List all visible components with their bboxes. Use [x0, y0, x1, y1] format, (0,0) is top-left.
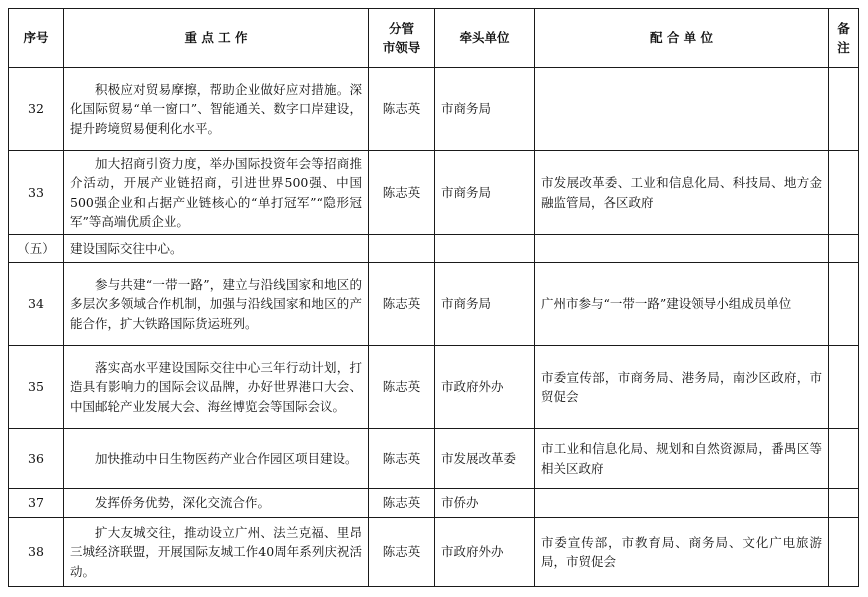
coop-units-cell: 市委宣传部，市商务局、港务局，南沙区政府，市贸促会	[535, 346, 829, 429]
leader-cell: 陈志英	[369, 429, 435, 489]
empty-cell	[369, 235, 435, 263]
work-item: 积极应对贸易摩擦，帮助企业做好应对措施。深化国际贸易“单一窗口”、智能通关、数字口岸建设，提升跨境贸易便利化水平。	[64, 68, 369, 151]
empty-cell	[435, 235, 535, 263]
work-item: 加大招商引资力度，举办国际投资年会等招商推介活动，开展产业链招商，引进世界500强、中国500强企业和占据产业链核心的“单打冠军”“隐形冠军”等高端优质企业。	[64, 151, 369, 235]
note-cell	[829, 151, 859, 235]
table-row	[9, 429, 859, 489]
section-row	[9, 235, 859, 263]
header-row	[9, 9, 859, 68]
leader-cell: 陈志英	[369, 518, 435, 587]
section-number: （五）	[9, 235, 64, 263]
note-cell	[829, 429, 859, 489]
note-cell	[829, 489, 859, 518]
lead-unit-cell: 市商务局	[435, 68, 535, 151]
empty-cell	[829, 235, 859, 263]
leader-cell: 陈志英	[369, 151, 435, 235]
lead-unit-cell: 市侨办	[435, 489, 535, 518]
col-header-leader-line1: 分管	[388, 20, 414, 36]
table-row	[9, 489, 859, 518]
leader-cell: 陈志英	[369, 68, 435, 151]
lead-unit-cell: 市政府外办	[435, 346, 535, 429]
work-item: 落实高水平建设国际交往中心三年行动计划，打造具有影响力的国际会议品牌，办好世界港口大会、中国邮轮产业发展大会、海丝博览会等国际会议。	[64, 346, 369, 429]
empty-cell	[535, 235, 829, 263]
work-item: 参与共建“一带一路”，建立与沿线国家和地区的多层次多领域合作机制，加强与沿线国家和地区的产能合作，扩大铁路国际货运班列。	[64, 263, 369, 346]
work-item: 扩大友城交往，推动设立广州、法兰克福、里昂三城经济联盟，开展国际友城工作40周年系列庆祝活动。	[64, 518, 369, 587]
lead-unit-cell: 市商务局	[435, 151, 535, 235]
row-number: 32	[9, 68, 64, 151]
table-row	[9, 151, 859, 235]
leader-cell: 陈志英	[369, 263, 435, 346]
coop-units-cell	[535, 489, 829, 518]
col-header-work: 重 点 工 作	[64, 9, 369, 68]
coop-units-cell: 市工业和信息化局、规划和自然资源局，番禺区等相关区政府	[535, 429, 829, 489]
table-row	[9, 518, 859, 587]
row-number: 37	[9, 489, 64, 518]
row-number: 36	[9, 429, 64, 489]
coop-units-cell: 广州市参与“一带一路”建设领导小组成员单位	[535, 263, 829, 346]
col-header-leader	[369, 9, 435, 68]
row-number: 35	[9, 346, 64, 429]
leader-cell: 陈志英	[369, 346, 435, 429]
col-header-coop-units: 配 合 单 位	[535, 9, 829, 68]
work-plan-table	[8, 8, 859, 587]
col-header-leader-line2: 市领导	[382, 40, 421, 55]
coop-units-cell	[535, 68, 829, 151]
table-row	[9, 68, 859, 151]
leader-cell: 陈志英	[369, 489, 435, 518]
coop-units-cell: 市发展改革委、工业和信息化局、科技局、地方金融监管局，各区政府	[535, 151, 829, 235]
row-number: 34	[9, 263, 64, 346]
note-cell	[829, 346, 859, 429]
lead-unit-cell: 市政府外办	[435, 518, 535, 587]
row-number: 38	[9, 518, 64, 587]
row-number: 33	[9, 151, 64, 235]
coop-units-cell: 市委宣传部，市教育局、商务局、文化广电旅游局，市贸促会	[535, 518, 829, 587]
work-item: 加快推动中日生物医药产业合作园区项目建设。	[64, 429, 369, 489]
table-row	[9, 263, 859, 346]
col-header-note: 备注	[829, 9, 859, 68]
table-row	[9, 346, 859, 429]
col-header-no: 序号	[9, 9, 64, 68]
note-cell	[829, 263, 859, 346]
section-title: 建设国际交往中心。	[64, 235, 369, 263]
col-header-lead-unit: 牵头单位	[435, 9, 535, 68]
lead-unit-cell: 市发展改革委	[435, 429, 535, 489]
note-cell	[829, 518, 859, 587]
lead-unit-cell: 市商务局	[435, 263, 535, 346]
note-cell	[829, 68, 859, 151]
work-item: 发挥侨务优势，深化交流合作。	[64, 489, 369, 518]
